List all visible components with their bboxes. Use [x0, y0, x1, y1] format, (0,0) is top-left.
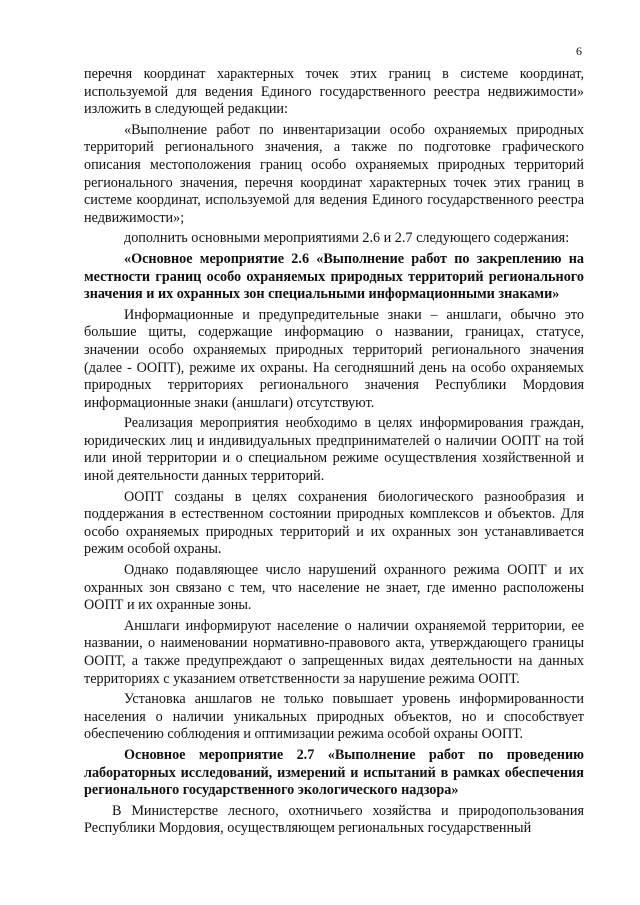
paragraph: Аншлаги информируют население о наличии охраняемой территории, ее названии, о наименовании нормативно-правового акта, утверждающего границы ООПТ, а также предупреждают о запрещенных видах деятельности на данных территориях с указанием ответственности за нарушение режима ООПТ.: [84, 617, 584, 687]
paragraph: Информационные и предупредительные знаки – аншлаги, обычно это большие щиты, содержащие информацию о названии, границах, статусе, значении особо охраняемых природных территорий регионального значения (далее - ООПТ), режиме их охраны. На сегодняшний день на особо охраняемых природных территориях регионального значения Республики Мордовия информационные знаки (аншлаги) отсутствуют.: [84, 306, 584, 411]
paragraph: «Выполнение работ по инвентаризации особо охраняемых природных территорий регионального значения, а также по подготовке графического описания местоположения границ особо охраняемых природных территорий регионального значения, перечня координат характерных точек этих границ в системе координат, используемой для ведения Единого государственного реестра недвижимости»;: [84, 121, 584, 226]
paragraph: Установка аншлагов не только повышает уровень информированности населения о наличии уникальных природных объектов, но и способствует обеспечению соблюдения и оптимизации режима особой охраны ООПТ.: [84, 691, 584, 743]
paragraph: В Министерстве лесного, охотничьего хозяйства и природопользования Республики Мордовия, осуществляющем региональных государственный: [84, 802, 584, 837]
paragraph: Однако подавляющее число нарушений охранного режима ООПТ и их охранных зон связано с тем, что население не знает, где именно расположены ООПТ и их охранные зоны.: [84, 562, 584, 614]
page-number: 6: [576, 44, 582, 58]
section-heading: Основное мероприятие 2.7 «Выполнение работ по проведению лабораторных исследований, измерений и испытаний в рамках обеспечения регионального государственного экологического надзора»: [84, 746, 584, 799]
paragraph: Реализация мероприятия необходимо в целях информирования граждан, юридических лиц и индивидуальных предпринимателей о наличии ООПТ на той или иной территории и о специальном режиме осуществления хозяйственной и иной деятельности данных территорий.: [84, 415, 584, 485]
section-heading: «Основное мероприятие 2.6 «Выполнение работ по закреплению на местности границ особо охраняемых природных территорий регионального значения и их охранных зон специальными информационными знаками»: [84, 250, 584, 303]
paragraph: ООПТ созданы в целях сохранения биологического разнообразия и поддержания в естественном состоянии природных комплексов и объектов. Для особо охраняемых природных территорий и их охранных зон устанавливается режим особой охраны.: [84, 488, 584, 558]
paragraph: дополнить основными мероприятиями 2.6 и 2.7 следующего содержания:: [124, 230, 570, 247]
paragraph: перечня координат характерных точек этих границ в системе координат, используемой для ведения Единого государственного реестра недвижимости» изложить в следующей редакции:: [84, 66, 584, 118]
document-body: [84, 0, 584, 838]
